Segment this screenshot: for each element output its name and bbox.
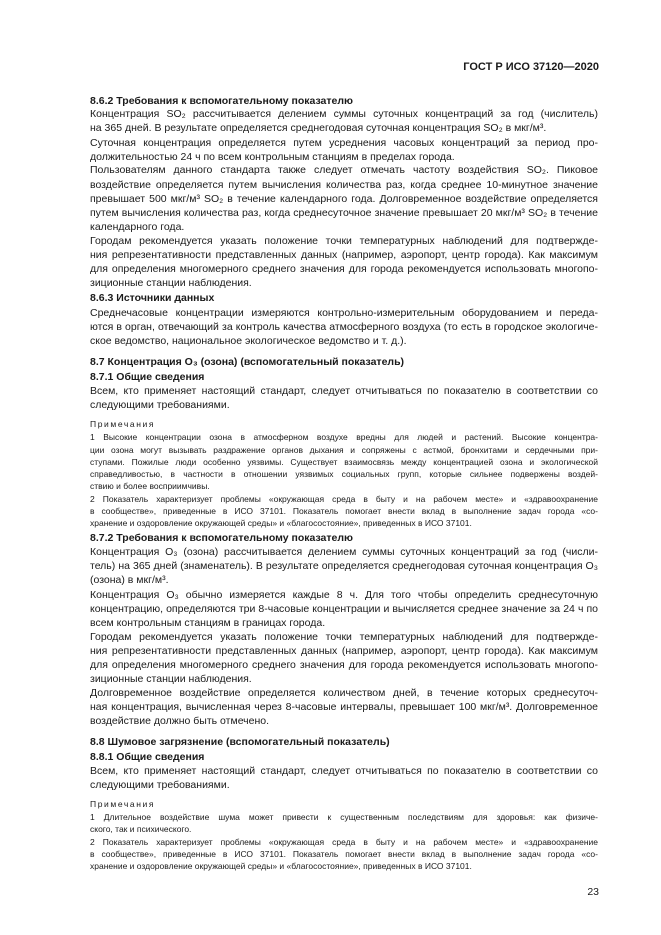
note-line: ствию и более восприимчивы. (90, 481, 210, 491)
paragraph-line: ния репрезентативности представленных данных (например, аэропорт, центр города). Как максимум (90, 645, 598, 657)
paragraph-line: зиционные станции наблюдения. (90, 673, 252, 685)
paragraph-line: концентрацию, определяются три 8-часовые концентрации и вычисляется среднее значение за 24 ч по (90, 603, 598, 615)
note-line: в сообществе», приведенные в ИСО 37101. Показатель помогает внести вклад в выполнение задач города «со- (90, 506, 598, 516)
note-line: 2 Показатель характеризует проблемы «окружающая среда в быту и на рабочем месте» и «здравоохранение (90, 494, 598, 504)
document-header: ГОСТ Р ИСО 37120—2020 (463, 61, 599, 73)
paragraph-line: зиционные станции наблюдения. (90, 277, 252, 289)
paragraph-line: ское ведомство, национальное экологическое ведомство и т. д.). (90, 335, 407, 347)
paragraph-line: Среднечасовые концентрации измеряются контрольно-измерительным оборудованием и переда- (90, 307, 598, 319)
paragraph-line: следующими требованиями. (90, 779, 230, 791)
note-line: ского, так и психического. (90, 824, 192, 834)
note-line: ции озона могут вызывать раздражение органов дыхания и сопряжены с астмой, бронхитами и сердечными при- (90, 445, 598, 455)
paragraph-line: Концентрация SO₂ рассчитывается делением суммы суточных концентраций за год (числитель) (90, 108, 598, 120)
paragraph-line: превышает 500 мкг/м³ SO₂ в течение календарного года. Долговременное воздействие определяется (90, 193, 598, 205)
note-line: 1 Длительное воздействие шума может привести к существенным последствиям для здоровья: как физиче- (90, 812, 598, 822)
paragraph-line: ная концентрация, вычисленная через 8-часовые интервалы, превышает 100 мкг/м³. Долговременное (90, 701, 598, 713)
paragraph-line: Городам рекомендуется указать положение точки температурных наблюдений для подтвержде- (90, 235, 598, 247)
section-heading-8-7-1: 8.7.1 Общие сведения (90, 371, 205, 383)
note-line: справедливостью, в частности в отношении уязвимых социальных групп, которые сильнее подвержены воздей- (90, 469, 598, 479)
note-line: 2 Показатель характеризует проблемы «окружающая среда в быту и на рабочем месте» и «здравоохранение (90, 837, 598, 847)
section-heading-8-7-2: 8.7.2 Требования к вспомогательному показателю (90, 532, 354, 544)
paragraph-line: Долговременное воздействие определяется количеством дней, в течение которых среднесуточ- (90, 687, 598, 699)
paragraph-line: ются в орган, отвечающий за контроль качества атмосферного воздуха (то есть в городское экологиче- (90, 321, 598, 333)
section-heading-8-8-1: 8.8.1 Общие сведения (90, 751, 205, 763)
paragraph-line: воздействие определяется путем вычисления количества раз, когда среднее 10-минутное значение (90, 179, 598, 191)
paragraph-line: воздействие должно быть отмечено. (90, 715, 270, 727)
note-line: в сообществе», приведенные в ИСО 37101. Показатель помогает внести вклад в выполнение задач города «со- (90, 849, 598, 859)
section-heading-8-6-3: 8.6.3 Источники данных (90, 292, 215, 304)
paragraph-line: должительностью 24 ч по всем контрольным станциям в пределах города. (90, 151, 455, 163)
note-line: ступами. Пожилые люди особенно уязвимы. Существует взаимосвязь между концентрацией озона и экологической (90, 457, 598, 467)
notes-label: Примечания (90, 419, 156, 429)
paragraph-line: календарного года. (90, 221, 185, 233)
paragraph-line: тель) на 365 дней (знаменатель). В результате определяется среднегодовая суточная концентрация O₃ (90, 560, 598, 572)
paragraph-line: Городам рекомендуется указать положение точки температурных наблюдений для подтвержде- (90, 631, 598, 643)
section-heading-8-7: 8.7 Концентрация O₃ (озона) (вспомогательный показатель) (90, 356, 405, 368)
paragraph-line: Пользователям данного стандарта также следует отмечать частоту воздействия SO₂. Пиковое (90, 164, 598, 176)
paragraph-line: ния репрезентативности представленных данных (например, аэропорт, центр города). Как максимум (90, 249, 598, 261)
paragraph-line: Всем, кто применяет настоящий стандарт, следует отчитываться по показателю в соответствии со (90, 765, 598, 777)
note-line: хранение и оздоровление окружающей среды» и «благосостояние», приведенных в ИСО 37101. (90, 518, 472, 528)
paragraph-line: Всем, кто применяет настоящий стандарт, следует отчитываться по показателю в соответствии со (90, 385, 598, 397)
page-number: 23 (587, 886, 599, 898)
section-heading-8-8: 8.8 Шумовое загрязнение (вспомогательный показатель) (90, 736, 390, 748)
paragraph-line: Концентрация O₃ обычно измеряется каждые 8 ч. Для того чтобы определить среднесуточную (90, 589, 598, 601)
paragraph-line: для определения многомерного среднего значения для города рекомендуется использовать многопо- (90, 659, 598, 671)
paragraph-line: для определения многомерного среднего значения для города рекомендуется использовать многопо- (90, 263, 598, 275)
note-line: хранение и оздоровление окружающей среды» и «благосостояние», приведенных в ИСО 37101. (90, 861, 472, 871)
paragraph-line: всем контрольным станциям в границах города. (90, 617, 326, 629)
paragraph-line: (озона) в мкг/м³. (90, 574, 169, 586)
paragraph-line: на 365 дней. В результате определяется среднегодовая суточная концентрация SO₂ в мкг/м³. (90, 122, 547, 134)
notes-label: Примечания (90, 799, 156, 809)
note-line: 1 Высокие концентрации озона в атмосферном воздухе вредны для людей и растений. Высокие концентра- (90, 432, 598, 442)
paragraph-line: путем вычисления количества раз, когда среднесуточное значение превышает 20 мкг/м³ SO₂ в течение (90, 207, 598, 219)
paragraph-line: Концентрация O₃ (озона) рассчитывается делением суммы суточных концентраций за год (числи- (90, 546, 598, 558)
section-heading-8-6-2: 8.6.2 Требования к вспомогательному показателю (90, 95, 354, 107)
paragraph-line: Суточная концентрация определяется путем усреднения часовых концентраций за период про- (90, 137, 598, 149)
paragraph-line: следующими требованиями. (90, 399, 230, 411)
